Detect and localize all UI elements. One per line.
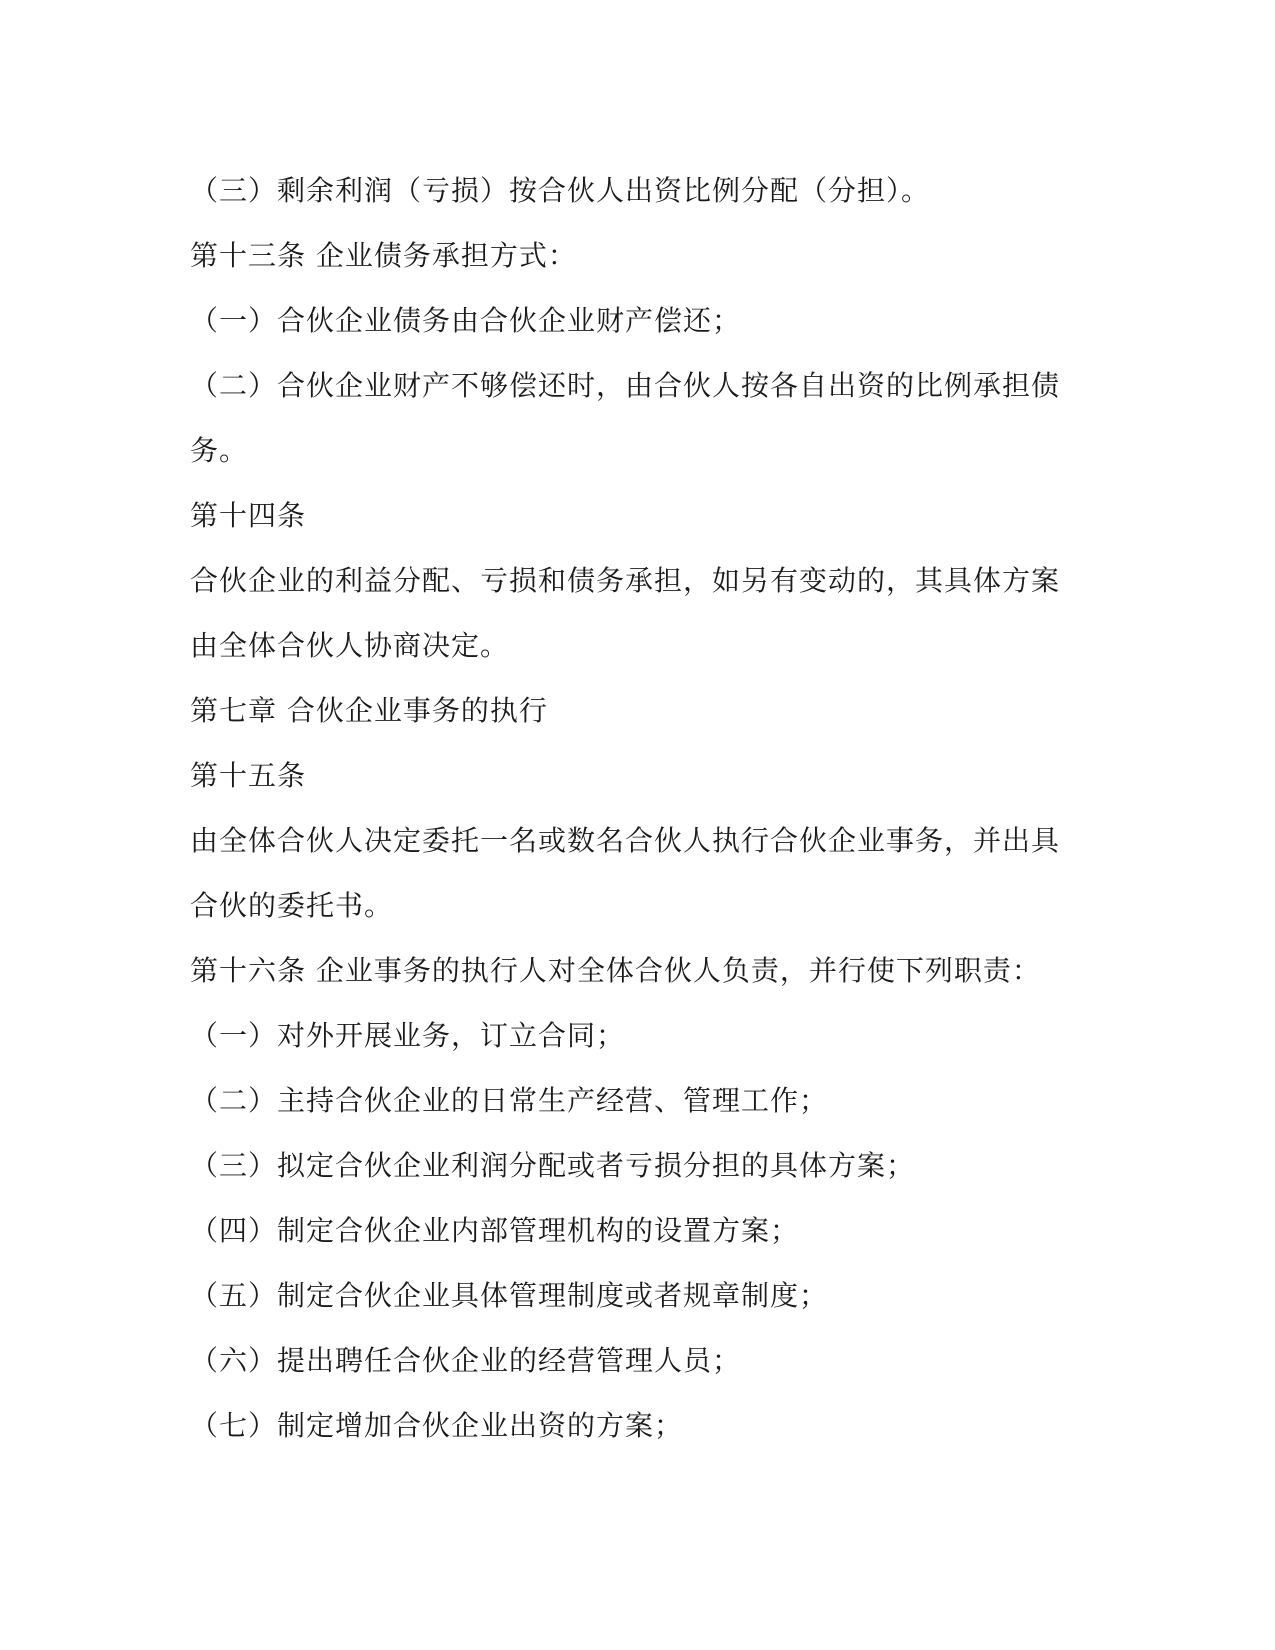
list-item: （二）主持合伙企业的日常生产经营、管理工作； [190,1084,829,1117]
text-line: （二）合伙企业财产不够偿还时，由合伙人按各自出资的比例承担债 [190,369,1061,402]
article-heading: 第十三条 企业债务承担方式： [190,239,577,272]
article-heading: 第十四条 [190,499,307,532]
chapter-heading: 第七章 合伙企业事务的执行 [190,694,548,727]
text-line: 合伙的委托书。 [190,889,394,922]
text-line: 务。 [190,434,249,467]
list-item: （四）制定合伙企业内部管理机构的设置方案； [190,1214,800,1247]
text-line: （一）合伙企业债务由合伙企业财产偿还； [190,304,742,337]
article-heading: 第十五条 [190,759,307,792]
list-item: （七）制定增加合伙企业出资的方案； [190,1409,684,1442]
list-item: （六）提出聘任合伙企业的经营管理人员； [190,1344,742,1377]
text-line: 由全体合伙人协商决定。 [190,629,510,662]
text-line: （三）剩余利润（亏损）按合伙人出资比例分配（分担）。 [190,174,931,207]
text-line: 由全体合伙人决定委托一名或数名合伙人执行合伙企业事务，并出具 [190,824,1061,857]
text-line: 合伙企业的利益分配、亏损和债务承担，如另有变动的，其具体方案 [190,564,1061,597]
list-item: （五）制定合伙企业具体管理制度或者规章制度； [190,1279,829,1312]
list-item: （三）拟定合伙企业利润分配或者亏损分担的具体方案； [190,1149,916,1182]
list-item: （一）对外开展业务，订立合同； [190,1019,626,1052]
document-body [190,158,1070,1458]
article-heading: 第十六条 企业事务的执行人对全体合伙人负责，并行使下列职责： [190,954,1041,987]
